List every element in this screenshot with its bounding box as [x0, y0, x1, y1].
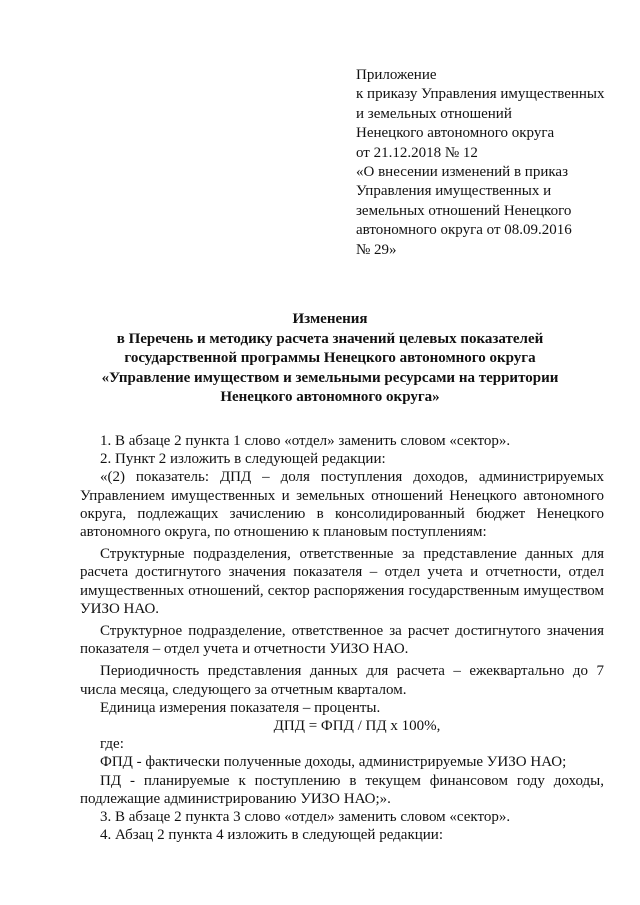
paragraph-8: где: — [100, 736, 124, 753]
document-body — [80, 432, 604, 844]
title-line: «Управление имуществом и земельными ресурсами на территории — [101, 369, 559, 386]
title-line: государственной программы Ненецкого автономного округа — [124, 350, 536, 367]
appendix-line: земельных отношений Ненецкого — [356, 202, 572, 219]
paragraph-12: 4. Абзац 2 пункта 4 изложить в следующей редакции: — [100, 827, 444, 844]
appendix-line: № 29» — [356, 241, 397, 258]
appendix-line: и земельных отношений — [356, 105, 512, 122]
paragraph-2: 2. Пункт 2 изложить в следующей редакции: — [100, 451, 386, 468]
appendix-line: Ненецкого автономного округа — [356, 125, 555, 142]
title-line: в Перечень и методику расчета значений целевых показателей — [116, 330, 544, 347]
paragraph-6: Периодичность представления данных для расчета – ежеквартально до 7 числа месяца, следующего за отчетным кварталом. — [80, 663, 604, 698]
appendix-line: Управления имущественных и — [356, 183, 552, 200]
paragraph-7: Единица измерения показателя – проценты. — [100, 699, 381, 716]
title-line: Изменения — [292, 311, 368, 327]
title-line: Ненецкого автономного округа» — [220, 389, 440, 406]
appendix-line: Приложение — [356, 67, 437, 83]
paragraph-4: Структурные подразделения, ответственные за представление данных для расчета достигнутого значения показателя – отдел учета и отчетности, отдел имущественных отношений, сектор распоряжения государственным имуществом УИЗО НАО. — [80, 546, 604, 617]
paragraph-11: 3. В абзаце 2 пункта 3 слово «отдел» заменить словом «сектор». — [100, 809, 511, 826]
paragraph-5: Структурное подразделение, ответственное за расчет достигнутого значения показателя – отдел учета и отчетности УИЗО НАО. — [80, 623, 604, 658]
paragraph-10: ПД - планируемые к поступлению в текущем финансовом году доходы, подлежащие администрированию УИЗО НАО;». — [80, 772, 604, 807]
appendix-line: от 21.12.2018 № 12 — [356, 144, 478, 161]
document-title — [60, 310, 600, 408]
appendix-line: к приказу Управления имущественных — [356, 86, 605, 103]
appendix-block — [356, 66, 616, 260]
paragraph-9: ФПД - фактически полученные доходы, администрируемые УИЗО НАО; — [100, 754, 567, 771]
paragraph-3: «(2) показатель: ДПД – доля поступления доходов, администрируемых Управлением имущественных и земельных отношений Ненецкого автономного округа, подлежащих зачислению в консолидированный бюджет Ненецкого автономного округа, по отношению к плановым поступлениям: — [80, 469, 604, 541]
appendix-line: «О внесении изменений в приказ — [356, 164, 568, 181]
paragraph-1: 1. В абзаце 2 пункта 1 слово «отдел» заменить словом «сектор». — [100, 433, 511, 449]
appendix-line: автономного округа от 08.09.2016 — [356, 222, 572, 239]
formula: ДПД = ФПД / ПД x 100%, — [273, 718, 441, 735]
